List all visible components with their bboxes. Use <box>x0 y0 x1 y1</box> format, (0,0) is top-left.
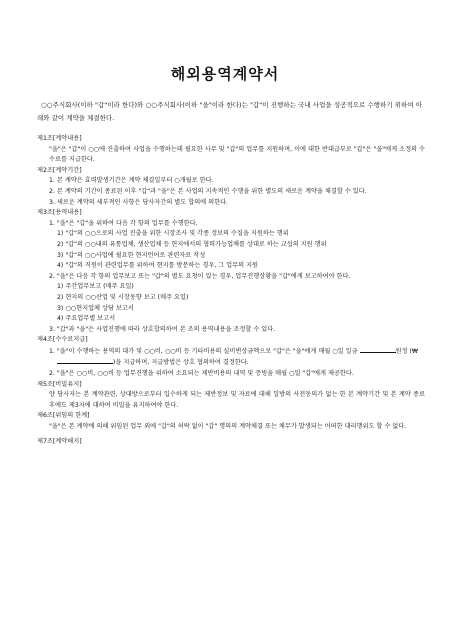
article-3-item-2-sub-4: 4) 주요업무별 보고서 <box>57 315 116 323</box>
article-3-item-2-sub-1: 1) 주간업무보고 (매주 요일) <box>57 283 134 291</box>
article-4-item-1-text-a: 1. "을"이 수행하는 용역의 대가 및 ○○비, ○○비 등 기타비용의 실비변상금액으로 "갑"은 "을"에게 매월 ○일 일금 <box>49 347 358 355</box>
article-2-heading: 제2조[계약기간] <box>37 166 82 174</box>
article-2-item-3: 3. 새로운 계약의 세부적인 사항은 당사자간의 별도 합의에 의한다. <box>49 198 229 206</box>
article-3-item-3: 3. "갑"과 "을"은 사업진행에 따라 상호합의하여 본 조의 용역내용을 조정할 수 있다. <box>49 325 276 333</box>
article-5-body: 양 당사자는 본 계약관련, 상대방으로부터 입수하게 되는 제반정보 및 자료에 대해 일방의 사전동의가 없는 한 본 계약기간 및 본 계약 종료 후에도 제3자에 대하여 비밀을 유지하여야 한다. <box>49 391 425 409</box>
article-3-item-1-sub-3: 3) "갑"의 ○○사업에 필요한 현지언어로 관련자료 작성 <box>57 251 206 259</box>
article-1-body: "을"은 "갑"이 ○○에 진출하여 사업을 수행하는데 필요한 사무 및 "갑"의 업무를 지원하며, 이에 대한 반대급부로 "갑"은 "을"에게 소정의 수수료를 지급한다. <box>49 145 425 164</box>
article-4-item-1-text-c: )을 지급하며, 지급방법은 상호 협의하여 결정한다. <box>113 359 249 367</box>
article-4-heading: 제4조[수수료지급] <box>37 336 88 344</box>
amount-korean-blank <box>360 346 396 353</box>
article-6-heading: 제6조[위임의 한계] <box>37 412 90 420</box>
article-7-heading: 제7조[계약해지] <box>37 437 82 445</box>
article-3-item-2: 2. "을"은 다음 각 항의 업무보고 또는 "갑"의 별도 요청이 있는 경우, 업무진행상황을 "갑"에게 보고하여야 한다. <box>49 272 351 280</box>
article-3-item-1-sub-4: 4) "갑"의 직원이 관련업무를 위하여 현지를 방문하는 경우, 그 업무의 지원 <box>57 262 259 270</box>
document-title: 해외용역계약서 <box>170 65 280 83</box>
article-3-item-1: 1. "을"은 "갑"을 위하여 다음 각 항의 업무를 수행한다. <box>49 219 198 227</box>
intro-paragraph: ○○주식회사(이하 "갑"이라 한다)와 ○○주식회사(이하 "을"이라 한다)는 "갑"이 진행하는 국내 사업을 성공적으로 수행하기 위하여 아래와 같이 계약을 체결한다. <box>37 101 422 122</box>
article-3-item-1-sub-2: 2) "갑"의 ○○내의 유통업체, 생산업체 등 현지에서의 협력가능업체를 상대로 하는 교섭의 지원 행위 <box>57 240 327 248</box>
articles-body <box>37 134 425 447</box>
article-5-heading: 제5조[비밀유지] <box>37 380 82 388</box>
article-1-heading: 제1조[계약내용] <box>37 135 82 142</box>
article-6-body: "을"은 본 계약에 의해 위임된 업무 외에 "갑"의 허락 없이 "갑" 명의의 계약체결 또는 채무가 발생되는 어떠한 대리행위도 할 수 없다. <box>49 423 407 431</box>
article-2-item-2: 2. 본 계약의 기간이 종료된 이후 "갑"과 "을"은 본 사업의 지속적인 수행을 위한 별도의 새로운 계약을 체결할 수 있다. <box>49 187 367 195</box>
article-2-item-1: 1. 본 계약은 효력발생기간은 계약 체결일부터 ○개월로 한다. <box>49 177 214 185</box>
article-4-item-2: 2. "을"은 ○○비, ○○비 등 업무진행을 위하여 소요되는 제반비용의 내역 및 증빙을 매월 ○일 "갑"에게 제공한다. <box>49 370 354 378</box>
article-3-item-1-sub-1: 1) "갑"의 ○○으로의 사업 진출을 위한 시장조사 및 각종 정보의 수집을 지원하는 행위 <box>57 230 289 238</box>
article-4-item-1-text-b: 원정 (₩ <box>395 347 418 355</box>
article-3-heading: 제3조[용역내용] <box>37 209 82 217</box>
article-3-item-2-sub-2: 2) 현지의 ○○산업 및 시장동향 보고 (매주 요일) <box>57 293 189 301</box>
amount-number-blank <box>57 357 113 364</box>
article-3-item-2-sub-3: 3) ○○현지업체 상담 보고서 <box>57 304 134 312</box>
article-4-item-1 <box>37 346 425 369</box>
